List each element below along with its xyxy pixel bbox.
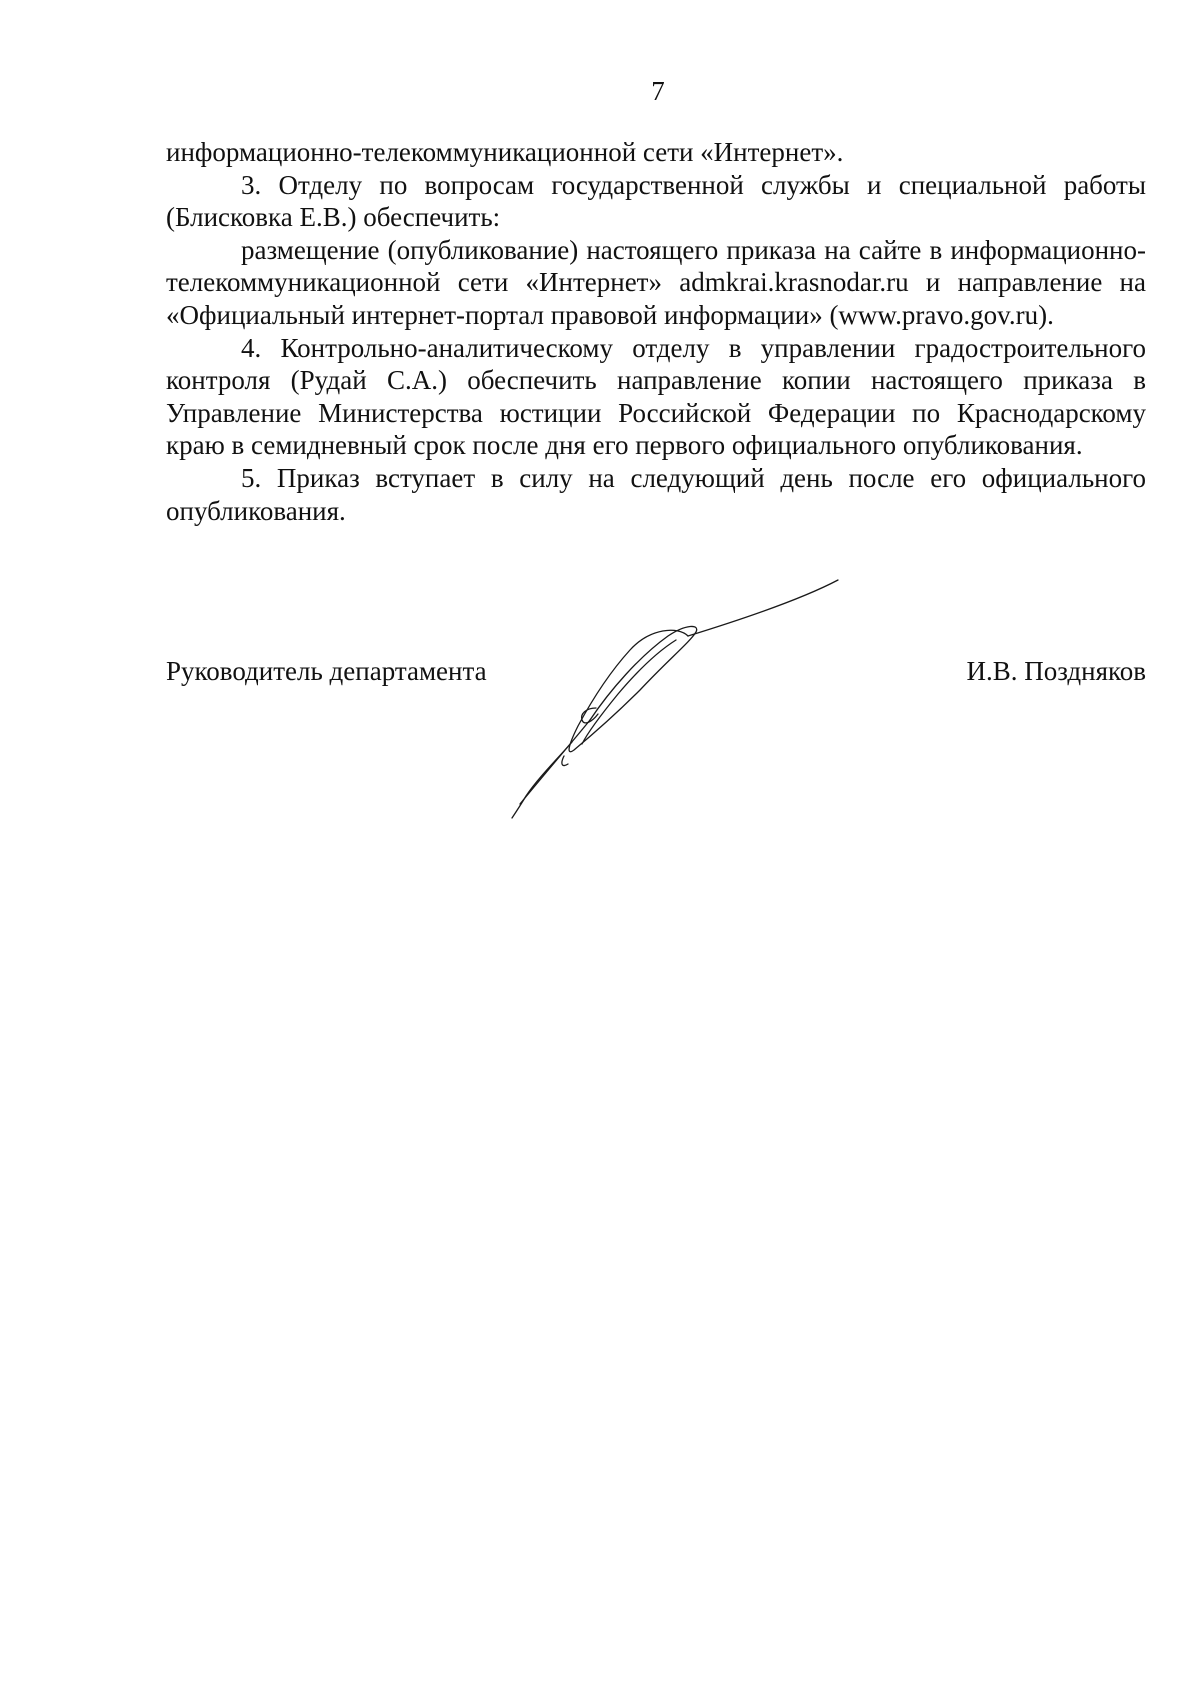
paragraph-item-4: 4. Контрольно-аналитическому отделу в управлении градостроительного контроля (Рудай С.А.) обеспечить направление копии настоящего приказа в Управление Министерства юстиции Российской Федерации по Краснодарскому краю в семидневный срок после дня его первого официального опубликования. [166, 332, 1146, 461]
handwritten-signature [500, 560, 920, 840]
document-body [166, 136, 1146, 527]
paragraph-item-3: 3. Отделу по вопросам государственной службы и специальной работы (Блисковка Е.В.) обеспечить: [166, 169, 1146, 233]
paragraph-item-3-publication: размещение (опубликование) настоящего приказа на сайте в информационно-телекоммуникационной сети «Интернет» admkrai.krasnodar.ru и направление на «Официальный интернет-портал правовой информации» (www.pravo.gov.ru). [166, 234, 1146, 330]
signatory-name: И.В. Поздняков [966, 656, 1146, 686]
signatory-position: Руководитель департамента [166, 656, 487, 686]
paragraph-item-5: 5. Приказ вступает в силу на следующий день после его официального опубликования. [166, 462, 1146, 526]
paragraph-continuation: информационно-телекоммуникационной сети «Интернет». [166, 137, 844, 167]
page-number: 7 [651, 76, 665, 106]
